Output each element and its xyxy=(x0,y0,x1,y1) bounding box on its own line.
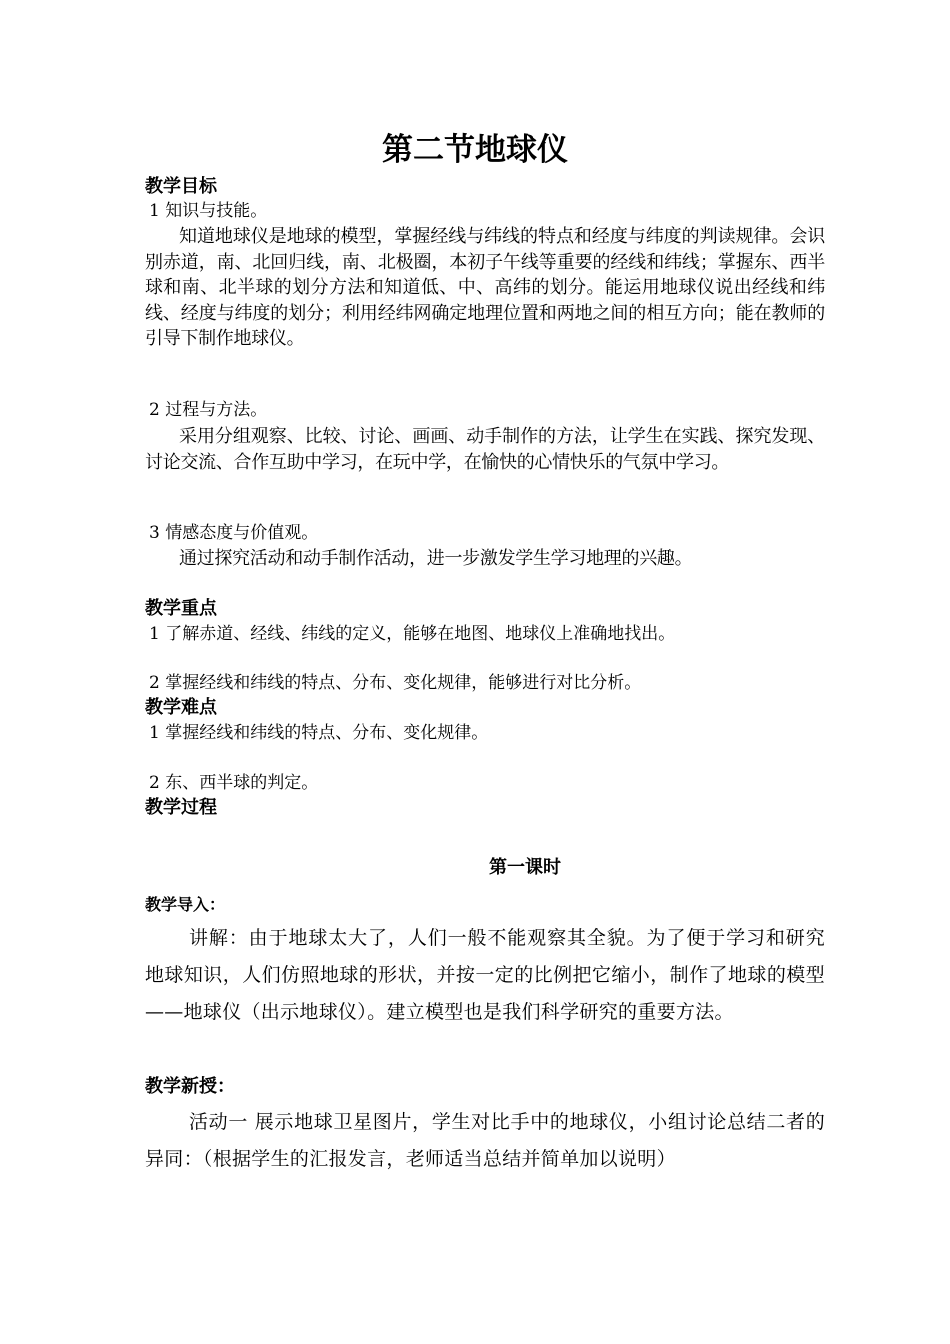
knowledge-text: 知道地球仪是地球的模型，掌握经线与纬线的特点和经度与纬度的判读规律。会识别赤道，南、北回归线，南、北极圈，本初子午线等重要的经线和纬线；掌握东、西半球和南、北半球的划分方法和知道低、中、高纬的划分。能运用地球仪说出经线和纬线、经度与纬度的划分；利用经纬网确定地理位置和两地之间的相互方向；能在教师的引导下制作地球仪。 xyxy=(145,226,825,349)
intro-heading: 教学导入： xyxy=(145,895,226,914)
difficulties-heading: 教学难点 xyxy=(145,697,217,718)
key-points-heading: 教学重点 xyxy=(145,598,217,619)
difficulty-1: 1 掌握经线和纬线的特点、分布、变化规律。 xyxy=(149,723,489,743)
intro-text: 讲解：由于地球太大了，人们一般不能观察其全貌。为了便于学习和研究地球知识，人们仿照地球的形状，并按一定的比例把它缩小，制作了地球的模型——地球仪（出示地球仪）。建立模型也是我们科学研究的重要方法。 xyxy=(145,927,825,1023)
knowledge-label: 1 知识与技能。 xyxy=(149,201,268,221)
process-heading: 教学过程 xyxy=(145,797,217,818)
new-lesson-heading: 教学新授： xyxy=(145,1076,235,1097)
key-point-2: 2 掌握经线和纬线的特点、分布、变化规律，能够进行对比分析。 xyxy=(149,673,642,693)
process-method-label: 2 过程与方法。 xyxy=(149,400,268,420)
page-title: 第二节地球仪 xyxy=(382,132,568,168)
lesson-title: 第一课时 xyxy=(489,857,561,878)
process-method-text: 采用分组观察、比较、讨论、画画、动手制作的方法，让学生在实践、探究发现、讨论交流、合作互助中学习，在玩中学，在愉快的心情快乐的气氛中学习。 xyxy=(145,426,825,473)
emotion-text: 通过探究活动和动手制作活动，进一步激发学生学习地理的兴趣。 xyxy=(179,548,693,569)
objectives-heading: 教学目标 xyxy=(145,176,217,197)
emotion-label: 3 情感态度与价值观。 xyxy=(149,523,319,543)
key-point-1: 1 了解赤道、经线、纬线的定义，能够在地图、地球仪上准确地找出。 xyxy=(149,624,676,644)
difficulty-2: 2 东、西半球的判定。 xyxy=(149,773,319,793)
activity-1-text: 活动一 展示地球卫星图片，学生对比手中的地球仪，小组讨论总结二者的异同：（根据学生的汇报发言，老师适当总结并简单加以说明） xyxy=(145,1111,825,1170)
